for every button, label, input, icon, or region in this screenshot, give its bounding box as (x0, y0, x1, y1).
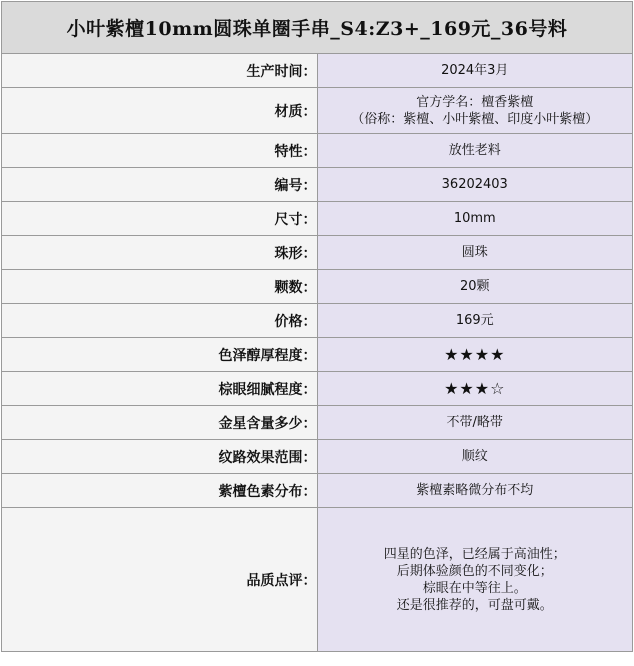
value-line: 20颗 (459, 279, 490, 294)
row-bead-shape (2, 236, 633, 270)
value-bead-shape (317, 236, 633, 270)
value-material (317, 88, 633, 134)
row-gold-star (2, 406, 633, 440)
review-line: 后期体验颜色的不同变化； (396, 563, 553, 579)
value-pigment-distribution (317, 474, 633, 508)
value-line: 36202403 (441, 177, 508, 192)
title-row (2, 2, 633, 54)
value-line: 圆珠 (461, 245, 488, 260)
spec-table (1, 1, 633, 652)
value-color-richness (317, 338, 633, 372)
value-size (317, 202, 633, 236)
star-rating-pore: ★★★☆ (444, 379, 506, 398)
label-material: 材质： (2, 88, 318, 134)
review-line: 还是很推荐的，可盘可戴。 (396, 597, 553, 613)
value-production-time (317, 54, 633, 88)
row-color-richness (2, 338, 633, 372)
value-line: 顺纹 (461, 449, 488, 464)
label-property: 特性： (2, 134, 318, 168)
row-pigment-distribution (2, 474, 633, 508)
star-rating-color: ★★★★ (444, 345, 506, 364)
value-bead-count (317, 270, 633, 304)
value-line: 官方学名：檀香紫檀 (416, 94, 534, 110)
label-price: 价格： (2, 304, 318, 338)
value-quality-review (317, 508, 633, 652)
value-line: 10mm (453, 211, 496, 226)
row-serial (2, 168, 633, 202)
review-line: 四星的色泽，已经属于高油性； (383, 546, 566, 562)
row-price (2, 304, 633, 338)
label-bead-shape: 珠形： (2, 236, 318, 270)
row-bead-count (2, 270, 633, 304)
value-line: 169元 (455, 313, 494, 328)
product-title: 小叶紫檀10mm圆珠单圈手串_S4:Z3+_169元_36号料 (2, 2, 633, 54)
label-size: 尺寸： (2, 202, 318, 236)
label-serial: 编号： (2, 168, 318, 202)
label-bead-count: 颗数： (2, 270, 318, 304)
review-line: 棕眼在中等往上。 (422, 580, 527, 596)
value-property (317, 134, 633, 168)
label-pigment-distribution: 紫檀色素分布： (2, 474, 318, 508)
label-gold-star: 金星含量多少： (2, 406, 318, 440)
value-line: 2024年3月 (441, 63, 509, 78)
product-spec-sheet (0, 1, 634, 666)
label-grain-effect: 纹路效果范围： (2, 440, 318, 474)
row-material (2, 88, 633, 134)
value-pore-fineness (317, 372, 633, 406)
row-production-time (2, 54, 633, 88)
row-grain-effect (2, 440, 633, 474)
label-color-richness: 色泽醇厚程度： (2, 338, 318, 372)
row-size (2, 202, 633, 236)
value-grain-effect (317, 440, 633, 474)
value-serial (317, 168, 633, 202)
row-quality-review (2, 508, 633, 652)
label-production-time: 生产时间： (2, 54, 318, 88)
value-price (317, 304, 633, 338)
label-pore-fineness: 棕眼细腻程度： (2, 372, 318, 406)
label-quality-review: 品质点评： (2, 508, 318, 652)
value-line: （俗称：紫檀、小叶紫檀、印度小叶紫檀） (351, 111, 599, 127)
row-pore-fineness (2, 372, 633, 406)
value-line: 紫檀素略微分布不均 (416, 483, 534, 498)
value-line: 放性老料 (448, 143, 501, 158)
value-line: 不带/略带 (446, 415, 503, 430)
row-property (2, 134, 633, 168)
value-gold-star (317, 406, 633, 440)
